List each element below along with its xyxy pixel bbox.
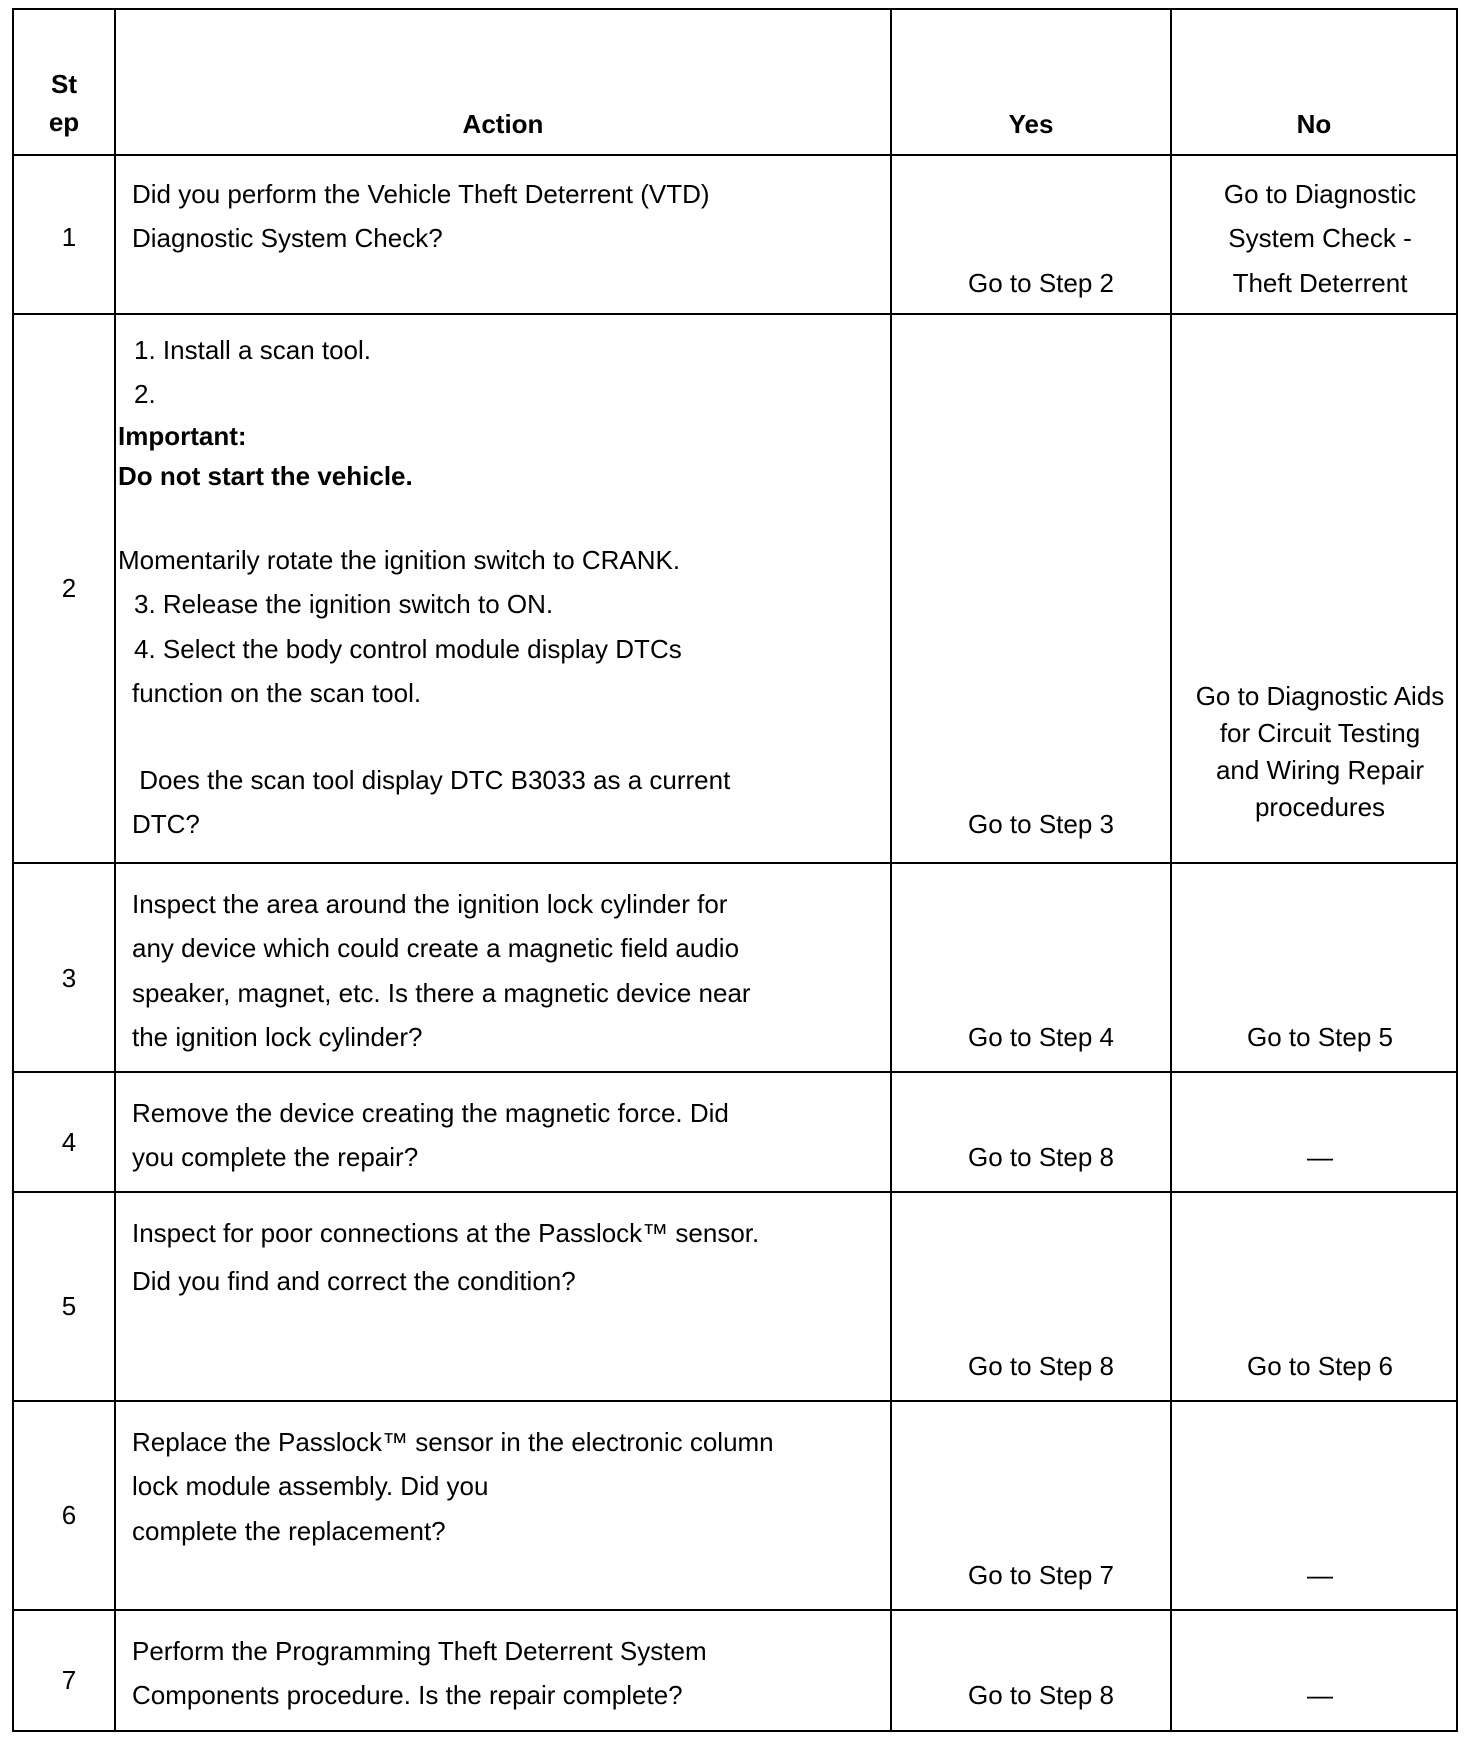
row-divider: [12, 862, 1458, 864]
header-yes: Yes: [1008, 109, 1054, 139]
row-divider: [12, 1400, 1458, 1402]
action-text: Inspect the area around the ignition lock cylinder for: [132, 889, 728, 919]
no-dash: —: [1307, 1680, 1333, 1710]
row-divider: [12, 154, 1458, 156]
no-text-line: Theft Deterrent: [1232, 268, 1408, 298]
action-text: Remove the device creating the magnetic force. Did: [132, 1098, 729, 1128]
action-text: Did you find and correct the condition?: [132, 1266, 576, 1296]
step-number: 6: [61, 1500, 77, 1530]
important-label: Important:: [118, 421, 247, 451]
action-question: DTC?: [132, 809, 200, 839]
no-text-line: System Check -: [1228, 223, 1412, 253]
column-divider-action: [890, 8, 892, 1732]
action-text: lock module assembly. Did you: [132, 1471, 489, 1501]
step-number: 1: [61, 222, 77, 252]
action-text: you complete the repair?: [132, 1142, 419, 1172]
row-divider: [12, 313, 1458, 315]
no-dash: —: [1307, 1142, 1333, 1172]
important-text: Do not start the vehicle.: [118, 461, 413, 491]
yes-link[interactable]: Go to Step 8: [968, 1680, 1114, 1710]
action-text: function on the scan tool.: [132, 678, 422, 708]
row-divider: [12, 1609, 1458, 1611]
yes-link[interactable]: Go to Step 7: [968, 1560, 1114, 1590]
action-text: the ignition lock cylinder?: [132, 1022, 423, 1052]
table-border-top: [12, 8, 1458, 10]
action-text: Components procedure. Is the repair complete?: [132, 1680, 683, 1710]
yes-link[interactable]: Go to Step 8: [968, 1142, 1114, 1172]
yes-link[interactable]: Go to Step 3: [968, 809, 1114, 839]
header-no: No: [1296, 109, 1332, 139]
row-divider: [12, 1071, 1458, 1073]
action-text: any device which could create a magnetic field audio: [132, 933, 740, 963]
action-list-item: 1. Install a scan tool.: [134, 335, 372, 365]
no-text-line: procedures: [1254, 792, 1386, 822]
column-divider-step: [114, 8, 116, 1732]
step-number: 7: [61, 1665, 77, 1695]
table-border-bottom: [12, 1730, 1458, 1732]
header-action: Action: [462, 109, 544, 139]
no-text-line: for Circuit Testing: [1219, 718, 1421, 748]
no-text-line: and Wiring Repair: [1215, 755, 1425, 785]
action-text: Replace the Passlock™ sensor in the electronic column: [132, 1427, 774, 1457]
action-text: complete the replacement?: [132, 1516, 446, 1546]
action-list-item: 3. Release the ignition switch to ON.: [134, 589, 554, 619]
action-text: Diagnostic System Check?: [132, 223, 443, 253]
action-text: Momentarily rotate the ignition switch to CRANK.: [118, 545, 681, 575]
row-divider: [12, 1191, 1458, 1193]
step-number: 5: [61, 1291, 77, 1321]
yes-link[interactable]: Go to Step 8: [968, 1351, 1114, 1381]
action-question: Does the scan tool display DTC B3033 as a current: [132, 765, 731, 795]
action-list-item: 2.: [134, 379, 156, 409]
no-dash: —: [1307, 1560, 1333, 1590]
action-text: Perform the Programming Theft Deterrent System: [132, 1636, 707, 1666]
header-step-line2: ep: [48, 107, 80, 137]
no-link[interactable]: Go to Step 6: [1247, 1351, 1393, 1381]
action-text: Did you perform the Vehicle Theft Deterrent (VTD): [132, 179, 710, 209]
action-text: speaker, magnet, etc. Is there a magnetic device near: [132, 978, 751, 1008]
yes-link[interactable]: Go to Step 2: [968, 268, 1114, 298]
action-list-item: 4. Select the body control module display DTCs: [134, 634, 682, 664]
header-step-line1: St: [51, 69, 77, 99]
action-text: Inspect for poor connections at the Passlock™ sensor.: [132, 1218, 760, 1248]
yes-link[interactable]: Go to Step 4: [968, 1022, 1114, 1052]
no-link[interactable]: Go to Step 5: [1247, 1022, 1393, 1052]
table-border-left: [12, 8, 14, 1732]
step-number: 3: [61, 963, 77, 993]
diagnostic-table: [12, 8, 1458, 1732]
step-number: 2: [61, 573, 77, 603]
no-text-line: Go to Diagnostic Aids: [1195, 681, 1445, 711]
step-number: 4: [61, 1127, 77, 1157]
no-text-line: Go to Diagnostic: [1223, 179, 1417, 209]
